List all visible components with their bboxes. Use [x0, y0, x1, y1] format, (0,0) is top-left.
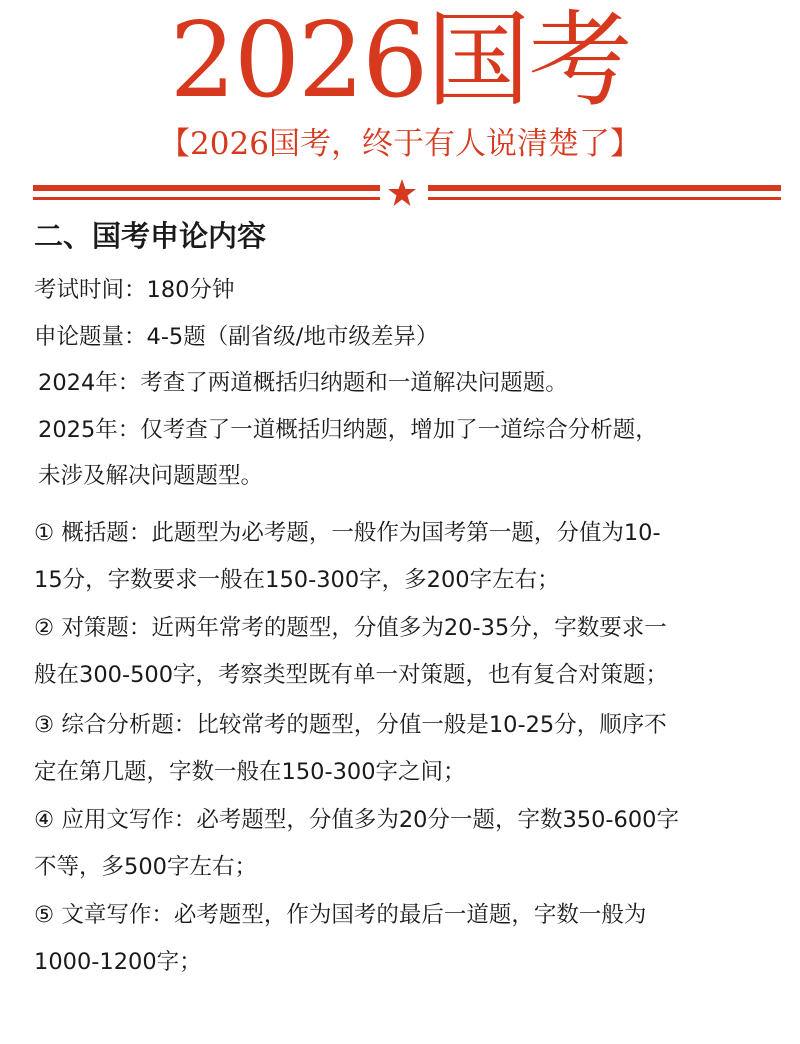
divider-thick-right: [428, 185, 781, 191]
section-heading: 二、国考申论内容: [34, 219, 267, 253]
info-line: 考试时间：180分钟: [34, 277, 235, 303]
list-item: ④ 应用文写作：必考题型，分值多为20分一题，字数350-600字: [34, 807, 679, 833]
star-divider: [0, 178, 800, 208]
divider-thick-left: [33, 185, 380, 191]
list-item: ① 概括题：此题型为必考题，一般作为国考第一题，分值为10-: [34, 520, 661, 546]
info-line: 未涉及解决问题题型。: [38, 463, 264, 489]
divider-thin-right: [428, 197, 781, 200]
list-item: 不等，多500字左右；: [34, 854, 257, 880]
divider-thin-left: [33, 197, 380, 200]
list-item: ③ 综合分析题：比较常考的题型，分值一般是10-25分，顺序不: [34, 712, 667, 738]
page-title: 2026国考: [169, 0, 631, 121]
list-item: 般在300-500字，考察类型既有单一对策题，也有复合对策题；: [34, 662, 669, 688]
subtitle: 【2026国考，终于有人说清楚了】: [159, 126, 641, 162]
star-icon: [387, 178, 417, 208]
info-line: 申论题量：4-5题（副省级/地市级差异）: [34, 324, 439, 350]
list-item: ② 对策题：近两年常考的题型，分值多为20-35分，字数要求一: [34, 615, 667, 641]
info-line: 2024年：考查了两道概括归纳题和一道解决问题题。: [38, 370, 568, 396]
list-item: 1000-1200字；: [34, 949, 202, 975]
info-line: 2025年：仅考查了一道概括归纳题，增加了一道综合分析题，: [38, 417, 658, 443]
list-item: ⑤ 文章写作：必考题型，作为国考的最后一道题，字数一般为: [34, 902, 647, 928]
list-item: 定在第几题，字数一般在150-300字之间；: [34, 759, 466, 785]
list-item: 15分，字数要求一般在150-300字，多200字左右；: [34, 567, 560, 593]
